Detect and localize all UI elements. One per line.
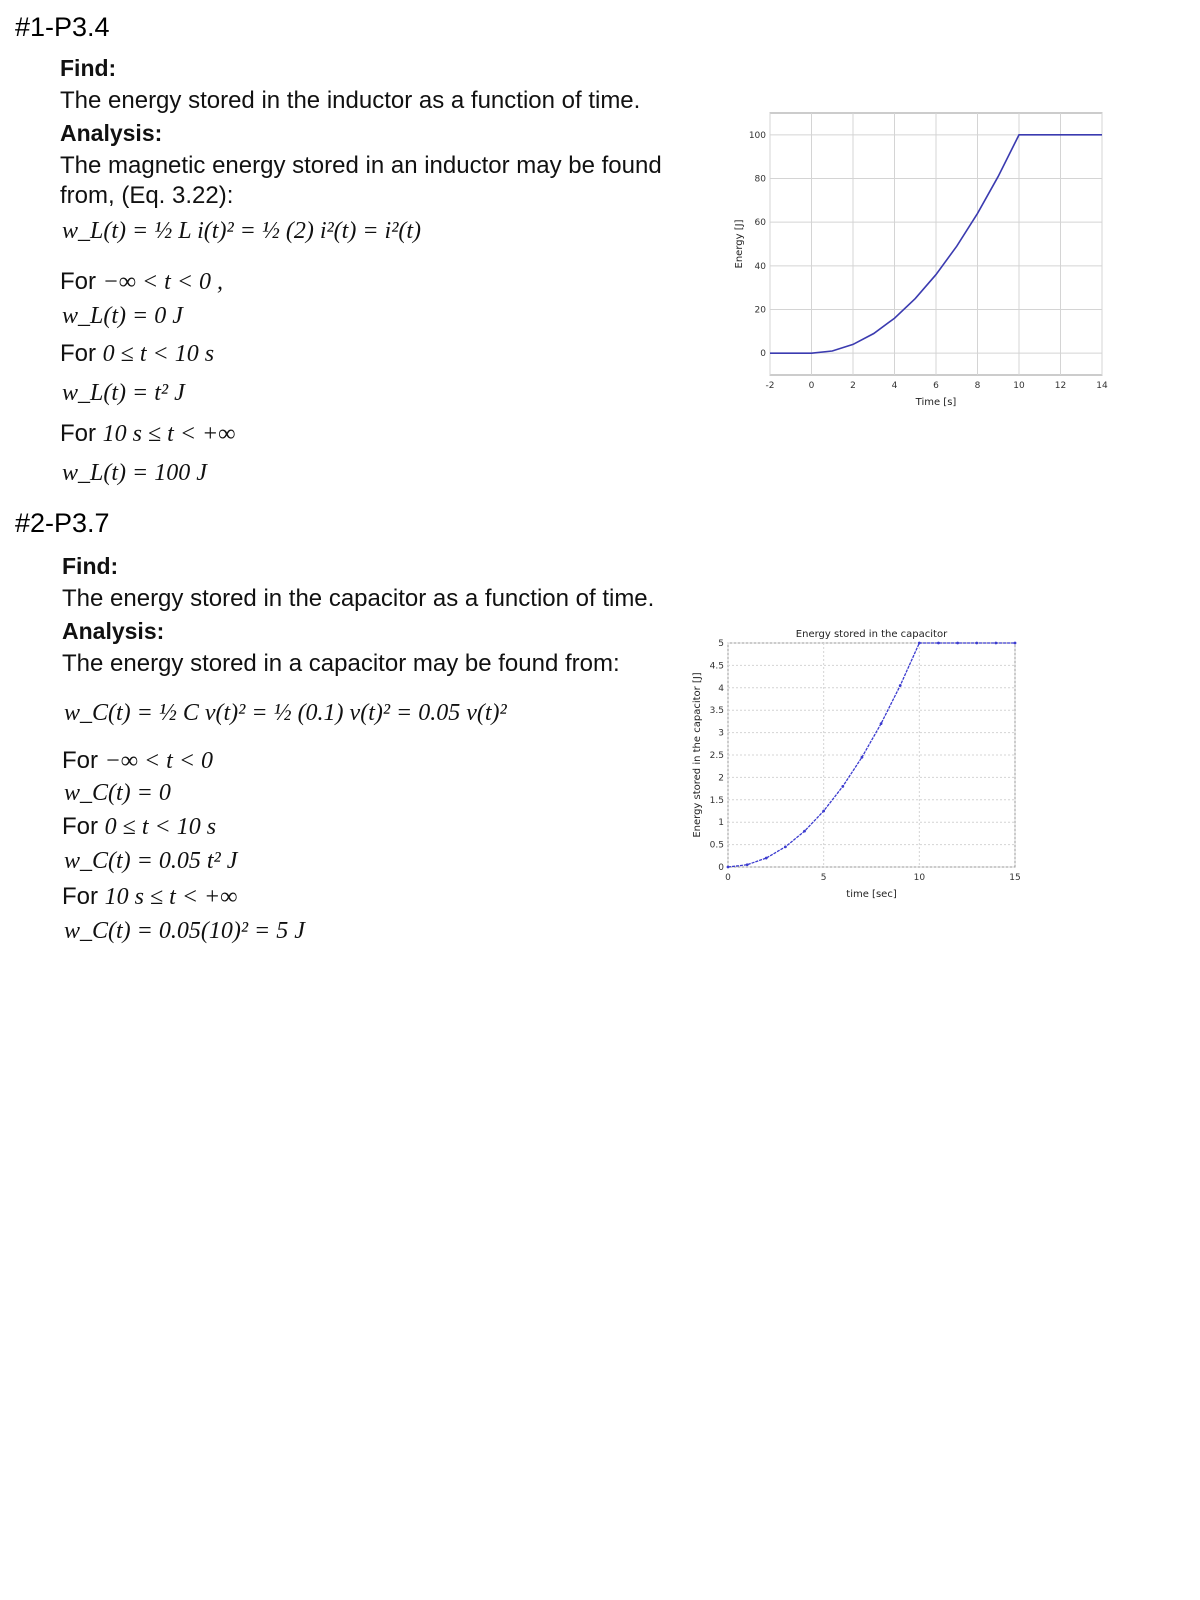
y-tick-label: 0.5	[709, 840, 724, 851]
problem2-for3-word: For	[62, 883, 98, 910]
problem1-for1-cond: −∞ < t < 0 ,	[102, 269, 224, 295]
y-axis-title: Energy [J]	[734, 219, 745, 269]
chart-title: Energy stored in the capacitor	[795, 629, 948, 640]
problem2-condition-3	[62, 883, 237, 911]
y-tick-label: 0	[718, 863, 724, 873]
data-point	[937, 642, 940, 645]
data-point	[765, 857, 768, 860]
plot-area	[728, 643, 1015, 867]
problem1-for1-word: For	[60, 268, 96, 295]
problem2-analysis-text: The energy stored in a capacitor may be found from:	[62, 650, 620, 677]
problem2-for3-cond: 10 s ≤ t < +∞	[104, 884, 238, 910]
problem2-find-text: The energy stored in the capacitor as a function of time.	[62, 585, 655, 612]
problem1-equation-1: w_L(t) = 0 J	[62, 303, 183, 329]
y-tick-label: 60	[754, 218, 766, 229]
x-tick-label: 0	[808, 381, 815, 391]
problem1-analysis	[60, 120, 700, 211]
problem1-analysis-label: Analysis:	[60, 120, 163, 146]
problem1-for2-cond: 0 ≤ t < 10 s	[102, 341, 215, 367]
problem2-analysis	[62, 618, 722, 679]
capacitor-energy-chart	[692, 625, 1040, 900]
y-tick-label: 20	[754, 305, 766, 316]
x-tick-label: 6	[933, 381, 939, 391]
problem1-equation-3: w_L(t) = 100 J	[62, 460, 207, 486]
problem1-for2-word: For	[60, 340, 96, 367]
problem1-find	[60, 55, 700, 116]
y-tick-label: 100	[748, 130, 766, 141]
x-tick-label: 4	[891, 381, 898, 391]
y-tick-label: 3	[718, 728, 724, 739]
data-point	[1014, 642, 1017, 645]
problem2-for2-cond: 0 ≤ t < 10 s	[104, 814, 217, 840]
y-tick-label: 2.5	[709, 751, 724, 761]
x-tick-label: -2	[765, 381, 775, 391]
x-tick-label: 10	[1013, 381, 1025, 391]
data-point	[784, 845, 787, 848]
problem2-equation-2: w_C(t) = 0.05 t² J	[64, 848, 238, 874]
problem1-heading: #1-P3.4	[15, 12, 110, 42]
problem2-condition-1	[62, 747, 213, 775]
y-tick-label: 80	[754, 174, 766, 185]
problem1-equation-2: w_L(t) = t² J	[62, 380, 185, 406]
y-tick-label: 1.5	[709, 795, 724, 806]
y-tick-label: 5	[718, 639, 724, 649]
x-tick-label: 5	[820, 873, 827, 883]
problem2-heading: #2-P3.7	[15, 508, 110, 538]
data-point	[861, 756, 864, 759]
problem2-for1-cond: −∞ < t < 0	[104, 748, 214, 774]
x-tick-label: 12	[1054, 381, 1067, 391]
y-tick-label: 4.5	[709, 661, 724, 672]
data-point	[822, 810, 825, 813]
problem1-condition-2	[60, 340, 214, 368]
problem1-condition-3	[60, 420, 235, 448]
y-axis-title: Energy stored in the capacitor [J]	[692, 672, 703, 838]
data-point	[975, 642, 978, 645]
y-tick-label: 4	[718, 683, 724, 694]
problem1-analysis-text: The magnetic energy stored in an inductor may be found from, (Eq. 3.22):	[60, 152, 662, 209]
problem1-for3-cond: 10 s ≤ t < +∞	[102, 421, 236, 447]
x-tick-label: 15	[1009, 873, 1021, 883]
x-tick-label: 0	[725, 873, 731, 883]
problem2-equation-3: w_C(t) = 0.05(10)² = 5 J	[64, 918, 305, 944]
x-axis-title: Time [s]	[915, 397, 957, 408]
problem1-find-text: The energy stored in the inductor as a function of time.	[60, 87, 641, 114]
data-point	[746, 863, 749, 866]
x-axis-title: time [sec]	[846, 889, 897, 900]
problem2-analysis-label: Analysis:	[62, 618, 165, 644]
x-tick-label: 8	[974, 381, 981, 391]
data-point	[841, 785, 844, 788]
data-point	[918, 642, 921, 645]
problem2-for1-word: For	[62, 747, 98, 774]
data-point	[727, 866, 730, 869]
data-point	[956, 642, 959, 645]
data-point	[994, 642, 997, 645]
problem2-equation-1: w_C(t) = 0	[64, 780, 171, 806]
data-point	[803, 830, 806, 833]
problem2-main-equation: w_C(t) = ½ C v(t)² = ½ (0.1) v(t)² = 0.05 v(t)²	[64, 700, 507, 726]
problem1-condition-1	[60, 268, 223, 296]
problem1-find-label: Find:	[60, 55, 117, 81]
x-tick-label: 10	[913, 873, 926, 883]
problem1-main-equation: w_L(t) = ½ L i(t)² = ½ (2) i²(t) = i²(t)	[62, 218, 422, 244]
problem1-for3-word: For	[60, 420, 96, 447]
problem2-find-label: Find:	[62, 553, 119, 579]
problem2-for2-word: For	[62, 813, 98, 840]
problem2-find	[62, 553, 722, 614]
y-tick-label: 2	[718, 773, 724, 784]
y-tick-label: 3.5	[709, 706, 724, 717]
data-point	[899, 684, 902, 687]
y-tick-label: 40	[754, 261, 766, 272]
data-point	[880, 722, 883, 725]
y-tick-label: 1	[718, 818, 724, 829]
inductor-energy-chart	[725, 105, 1115, 415]
x-tick-label: 2	[850, 381, 856, 391]
problem2-condition-2	[62, 813, 216, 841]
x-tick-label: 14	[1096, 381, 1108, 391]
y-tick-label: 0	[760, 349, 766, 360]
